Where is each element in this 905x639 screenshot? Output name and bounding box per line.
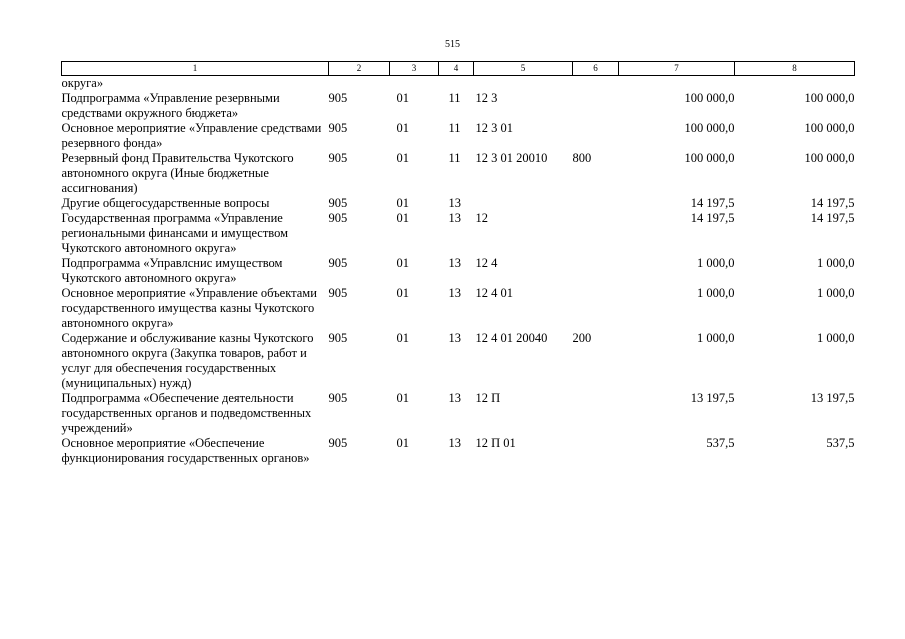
table-row xyxy=(62,436,855,466)
cell-target-article xyxy=(474,196,573,211)
cell-target-article: 12 4 01 xyxy=(475,286,513,300)
cell-target-article: 12 3 01 20010 xyxy=(475,151,548,165)
cell-section: 01 xyxy=(396,436,409,450)
cell-amount-year-2 xyxy=(735,76,855,92)
cell-name: Подпрограмма «Управление резервными средствами окружного бюджета» xyxy=(61,91,280,120)
table-row xyxy=(62,211,855,256)
cell-amount-year-2: 100 000,0 xyxy=(804,151,855,165)
cell-target-article: 12 П xyxy=(475,391,501,405)
cell-amount-year-1: 1 000,0 xyxy=(697,256,735,270)
table-row xyxy=(62,331,855,391)
cell-name: Подпрограмма «Управлснис имуществом Чукотского автономного округа» xyxy=(61,256,283,285)
cell-subsection: 11 xyxy=(448,151,461,165)
cell-name: Содержание и обслуживание казны Чукотского автономного округа (Закупка товаров, работ и услуг для обеспечения государственных (муниципальных) нужд) xyxy=(61,331,314,390)
cell-amount-year-1: 537,5 xyxy=(706,436,735,450)
column-header-2: 2 xyxy=(329,62,390,76)
column-header-4: 4 xyxy=(439,62,474,76)
cell-admin-code xyxy=(329,76,390,92)
column-header-3: 3 xyxy=(390,62,439,76)
cell-amount-year-2: 100 000,0 xyxy=(804,91,855,105)
cell-name: Основное мероприятие «Управление объектами государственного имущества казны Чукотского автономного округа» xyxy=(61,286,317,330)
cell-amount-year-2: 13 197,5 xyxy=(810,391,855,405)
table-row xyxy=(62,91,855,121)
cell-admin-code: 905 xyxy=(328,91,348,105)
cell-amount-year-2: 537,5 xyxy=(826,436,855,450)
cell-amount-year-2: 14 197,5 xyxy=(810,196,855,210)
cell-subsection: 13 xyxy=(448,391,461,405)
column-header-5: 5 xyxy=(474,62,573,76)
table-body xyxy=(62,76,855,467)
table-header-row xyxy=(62,62,855,76)
table-row xyxy=(62,391,855,436)
cell-admin-code: 905 xyxy=(328,436,348,450)
cell-name: Другие общегосударственные вопросы xyxy=(61,196,270,210)
cell-name: Основное мероприятие «Обеспечение функционирования государственных органов» xyxy=(61,436,310,465)
cell-target-article: 12 4 01 20040 xyxy=(475,331,548,345)
cell-amount-year-2: 1 000,0 xyxy=(817,331,855,345)
cell-subsection: 11 xyxy=(448,91,461,105)
cell-admin-code: 905 xyxy=(328,151,348,165)
cell-section: 01 xyxy=(396,211,409,225)
column-header-7: 7 xyxy=(619,62,735,76)
cell-section: 01 xyxy=(396,286,409,300)
cell-target-article xyxy=(474,76,573,92)
cell-admin-code: 905 xyxy=(328,331,348,345)
cell-amount-year-1: 13 197,5 xyxy=(690,391,735,405)
cell-amount-year-1: 100 000,0 xyxy=(684,91,735,105)
cell-target-article: 12 3 xyxy=(475,91,498,105)
cell-expense-type xyxy=(573,391,619,436)
cell-amount-year-2: 100 000,0 xyxy=(804,121,855,135)
cell-expense-type xyxy=(573,256,619,286)
cell-amount-year-2: 14 197,5 xyxy=(810,211,855,225)
cell-amount-year-2: 1 000,0 xyxy=(817,286,855,300)
cell-section: 01 xyxy=(396,256,409,270)
table-row xyxy=(62,121,855,151)
budget-table xyxy=(61,61,855,466)
cell-amount-year-1: 1 000,0 xyxy=(697,331,735,345)
cell-subsection: 13 xyxy=(448,256,461,270)
cell-section: 01 xyxy=(396,121,409,135)
cell-subsection: 13 xyxy=(448,436,461,450)
cell-name: Государственная программа «Управление региональными финансами и имуществом Чукотского автономного округа» xyxy=(61,211,289,255)
cell-section: 01 xyxy=(396,331,409,345)
cell-name: округа» xyxy=(61,76,104,90)
cell-admin-code: 905 xyxy=(328,391,348,405)
cell-expense-type: 200 xyxy=(572,331,592,345)
cell-subsection: 11 xyxy=(448,121,461,135)
cell-subsection: 13 xyxy=(448,331,461,345)
table-row xyxy=(62,76,855,92)
cell-expense-type: 800 xyxy=(572,151,592,165)
cell-section: 01 xyxy=(396,151,409,165)
cell-amount-year-1: 100 000,0 xyxy=(684,151,735,165)
cell-name: Подпрограмма «Обеспечение деятельности государственных органов и подведомственных учреждений» xyxy=(61,391,312,435)
cell-section: 01 xyxy=(396,391,409,405)
cell-expense-type xyxy=(573,196,619,211)
cell-name: Основное мероприятие «Управление средствами резервного фонда» xyxy=(61,121,322,150)
cell-subsection xyxy=(439,76,474,92)
cell-amount-year-1: 14 197,5 xyxy=(690,211,735,225)
cell-admin-code: 905 xyxy=(328,286,348,300)
cell-expense-type xyxy=(573,121,619,151)
cell-expense-type xyxy=(573,211,619,256)
cell-expense-type xyxy=(573,436,619,466)
column-header-6: 6 xyxy=(573,62,619,76)
cell-admin-code: 905 xyxy=(328,211,348,225)
cell-admin-code: 905 xyxy=(328,196,348,210)
cell-expense-type xyxy=(573,91,619,121)
cell-section: 01 xyxy=(396,91,409,105)
cell-subsection: 13 xyxy=(448,211,461,225)
cell-expense-type xyxy=(573,286,619,331)
cell-section: 01 xyxy=(396,196,409,210)
cell-admin-code: 905 xyxy=(328,256,348,270)
table-row xyxy=(62,286,855,331)
page-number: 515 xyxy=(445,39,460,50)
cell-amount-year-1: 14 197,5 xyxy=(690,196,735,210)
column-header-1: 1 xyxy=(62,62,329,76)
cell-amount-year-2: 1 000,0 xyxy=(817,256,855,270)
cell-expense-type xyxy=(573,76,619,92)
cell-amount-year-1: 100 000,0 xyxy=(684,121,735,135)
cell-admin-code: 905 xyxy=(328,121,348,135)
cell-target-article: 12 4 xyxy=(475,256,498,270)
table-row xyxy=(62,196,855,211)
column-header-8: 8 xyxy=(735,62,855,76)
table-row xyxy=(62,256,855,286)
cell-subsection: 13 xyxy=(448,286,461,300)
cell-target-article: 12 xyxy=(475,211,488,225)
cell-target-article: 12 3 01 xyxy=(475,121,513,135)
cell-target-article: 12 П 01 xyxy=(475,436,516,450)
table-row xyxy=(62,151,855,196)
cell-amount-year-1: 1 000,0 xyxy=(697,286,735,300)
cell-subsection: 13 xyxy=(448,196,461,210)
cell-name: Резервный фонд Правительства Чукотского автономного округа (Иные бюджетные ассигнования) xyxy=(61,151,294,195)
cell-section xyxy=(390,76,439,92)
cell-amount-year-1 xyxy=(619,76,735,92)
